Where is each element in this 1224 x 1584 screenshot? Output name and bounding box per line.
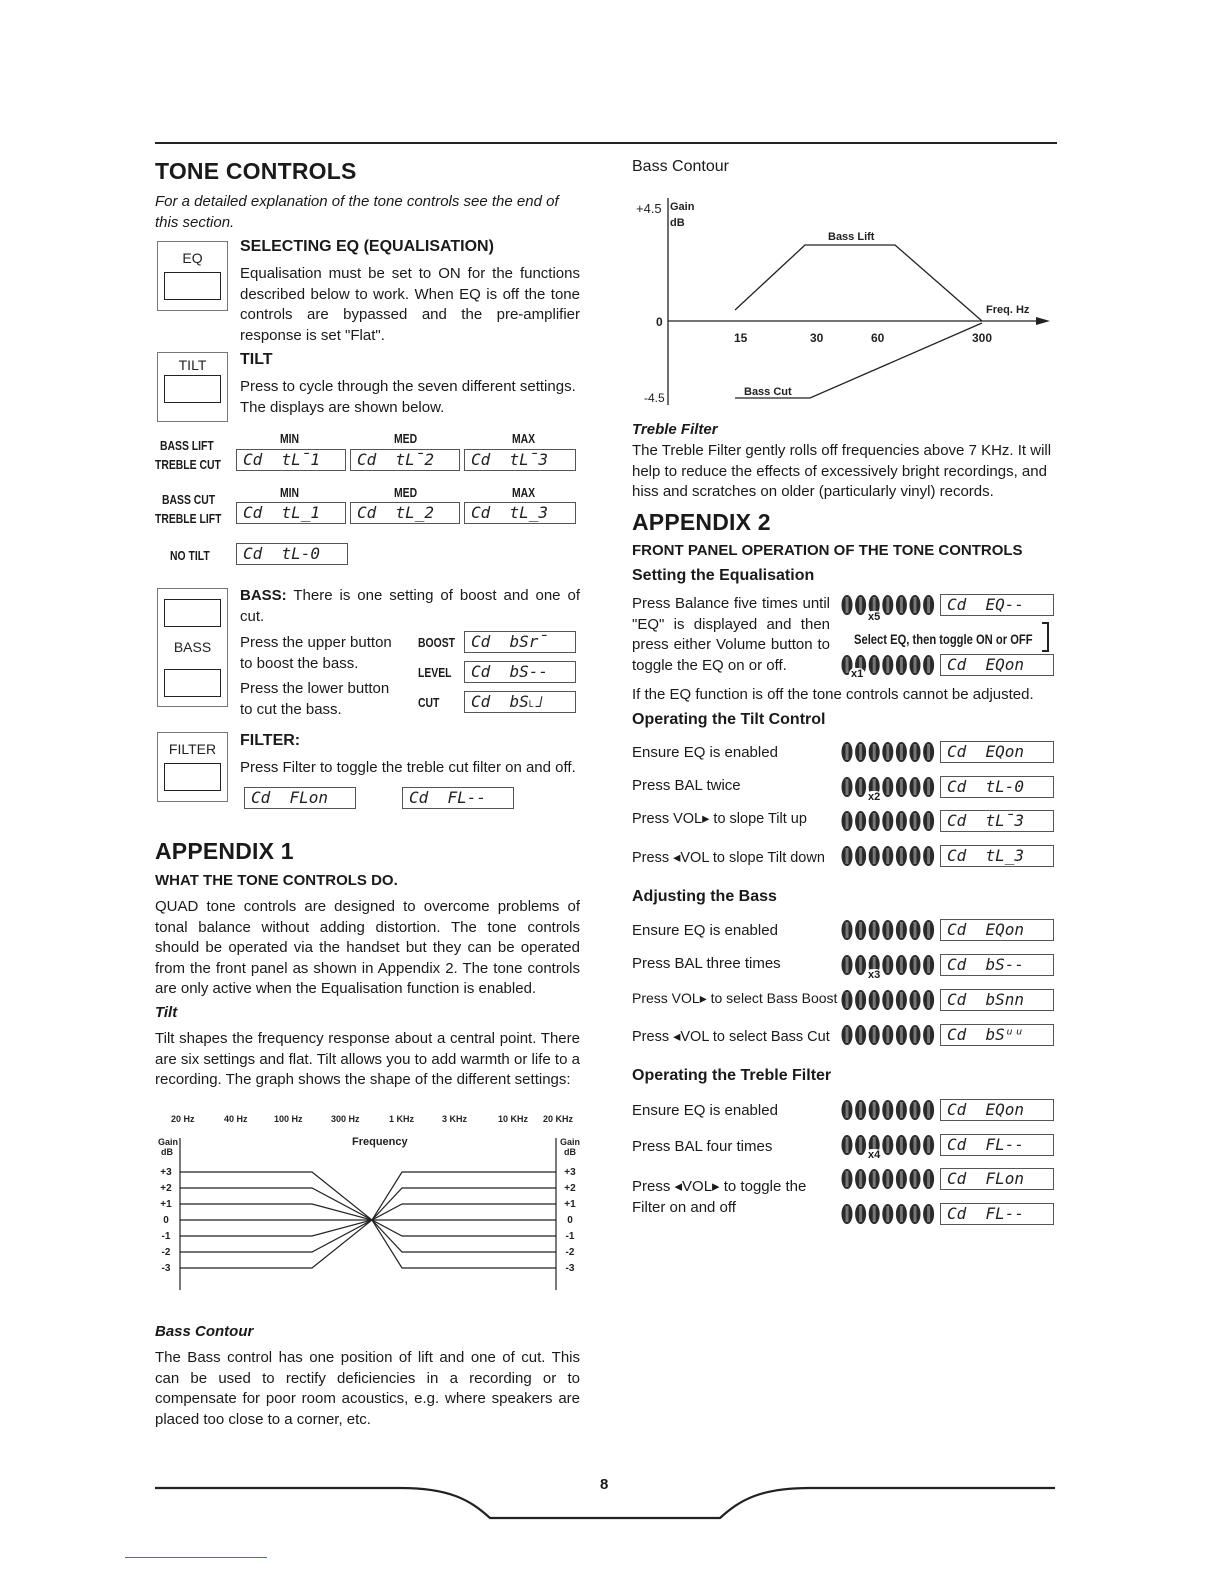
- gain-tick-l-0: 0: [163, 1215, 169, 1226]
- bc-gain-label: Gain: [670, 201, 695, 213]
- front-panel-knobs-bass-1: [840, 919, 936, 945]
- gain-tick-l-p2: +2: [160, 1183, 172, 1194]
- bass-contour-chart: [630, 190, 1060, 415]
- panel-knob-highlight: [873, 848, 876, 864]
- panel-knob-highlight: [859, 813, 862, 829]
- appendix1-text: QUAD tone controls are designed to overcome problems of tonal balance without adding distortion. The tone controls should be operated via the handset but they can be operated from the front panel as shown in Appendix 2. The tone controls are only active when the Equalisation function is enabled.: [155, 898, 580, 997]
- gain-tick-r-0: 0: [567, 1215, 573, 1226]
- panel-knob-highlight: [873, 744, 876, 760]
- front-panel-knobs-tilt-2: [840, 776, 936, 802]
- front-panel-knobs-treble-3: [840, 1168, 936, 1194]
- treble-filter-heading: Treble Filter: [632, 421, 718, 438]
- panel-knob-highlight: [900, 922, 903, 938]
- panel-knob-highlight: [900, 957, 903, 973]
- panel-knob-highlight: [914, 848, 917, 864]
- badge-x5: x5: [868, 611, 881, 623]
- panel-knob-highlight: [846, 813, 849, 829]
- panel-knob-highlight: [846, 744, 849, 760]
- eq-button-key: [164, 272, 221, 300]
- lcd-tilt-step-2: Cd tL-0: [940, 776, 1054, 798]
- gain-tick-l-p3: +3: [160, 1167, 172, 1178]
- bass-step-3-text: Press VOL▸ to select Bass Boost: [632, 990, 838, 1006]
- panel-knob-highlight: [886, 1102, 889, 1118]
- panel-knob-highlight: [914, 1102, 917, 1118]
- badge-x1: x1: [851, 668, 864, 680]
- panel-knob-highlight: [846, 779, 849, 795]
- bc-gain-unit: dB: [670, 217, 685, 229]
- tilt-row2-label-b: TREBLE LIFT: [155, 511, 222, 526]
- lcd-filter-on: Cd FLon: [244, 787, 356, 809]
- front-panel-knobs-bass-4: [840, 1024, 936, 1050]
- panel-knob-highlight: [927, 992, 930, 1008]
- panel-knob-highlight: [873, 657, 876, 673]
- page-number: 8: [600, 1476, 609, 1493]
- bc-y-bottom: -4.5: [644, 391, 665, 405]
- freq-tick-1khz: 1 KHz: [389, 1114, 415, 1124]
- bc-x-30: 30: [810, 331, 824, 345]
- panel-knob-highlight: [886, 1206, 889, 1222]
- appendix1-subtitle: WHAT THE TONE CONTROLS DO.: [155, 872, 398, 889]
- treble-filter-text: The Treble Filter gently rolls off frequencies above 7 KHz. It will help to reduce the effects of excessively bright recordings, and hiss and scratches on older (particularly vinyl) records.: [632, 442, 1052, 500]
- freq-tick-40hz: 40 Hz: [224, 1114, 248, 1124]
- front-panel-knobs-tilt-4: [840, 845, 936, 871]
- panel-knob-highlight: [873, 813, 876, 829]
- bc-y-top: +4.5: [636, 201, 662, 216]
- eq-heading: SELECTING EQ (EQUALISATION): [240, 238, 494, 255]
- front-panel-knobs-treble-4: [840, 1203, 936, 1229]
- lcd-tilt-step-1: Cd EQon: [940, 741, 1054, 763]
- appendix1-title: APPENDIX 1: [155, 838, 294, 864]
- tilt-col-min: MIN: [280, 431, 300, 446]
- lcd-treble-step-4: Cd FL--: [940, 1203, 1054, 1225]
- lcd-treble-step-2: Cd FL--: [940, 1134, 1054, 1156]
- tilt-row1-label-b: TREBLE CUT: [155, 457, 221, 472]
- panel-knob-highlight: [914, 1206, 917, 1222]
- appendix2-eq-footer: If the EQ function is off the tone controls cannot be adjusted.: [632, 686, 1034, 703]
- lcd-tilt-bass-cut-min: Cd tL_1: [236, 502, 346, 524]
- lcd-bass-cut: Cd bS˪˩: [464, 691, 576, 713]
- tilt-text: Press to cycle through the seven different settings. The displays are shown below.: [240, 378, 576, 416]
- panel-knob-highlight: [900, 657, 903, 673]
- appendix2-treble-heading: Operating the Treble Filter: [632, 1067, 832, 1084]
- panel-knob-highlight: [846, 657, 849, 673]
- lcd-bass-level: Cd bS--: [464, 661, 576, 683]
- panel-knob-highlight: [900, 779, 903, 795]
- filter-button-key: [164, 763, 221, 791]
- filter-text: Press Filter to toggle the treble cut filter on and off.: [240, 759, 576, 776]
- frequency-axis-title: Frequency: [352, 1136, 408, 1148]
- appendix2-eq-heading: Setting the Equalisation: [632, 567, 815, 584]
- eq-text: Equalisation must be set to ON for the functions described below to work. When EQ is off the tone controls are bypassed and the pre-amplifier response is set "Flat".: [240, 265, 580, 344]
- panel-knob-highlight: [873, 922, 876, 938]
- appendix2-title: APPENDIX 2: [632, 509, 771, 535]
- bass-step-4-text: Press ◂VOL to select Bass Cut: [632, 1029, 830, 1045]
- panel-knob-highlight: [846, 1137, 849, 1153]
- bc-x-15: 15: [734, 331, 748, 345]
- tilt-frequency-chart: [150, 1110, 590, 1295]
- treble-step-1-text: Ensure EQ is enabled: [632, 1102, 778, 1119]
- gain-label-right: Gain: [560, 1137, 581, 1147]
- panel-knob-highlight: [859, 992, 862, 1008]
- panel-knob-highlight: [886, 992, 889, 1008]
- lcd-eq-select: Cd EQ--: [940, 594, 1054, 616]
- bass-cut-label: CUT: [418, 695, 440, 710]
- panel-knob-highlight: [900, 1206, 903, 1222]
- panel-knob-highlight: [914, 779, 917, 795]
- panel-knob-highlight: [859, 1102, 862, 1118]
- panel-knob-highlight: [914, 1171, 917, 1187]
- lcd-tilt-bass-lift-max: Cd tL¯3: [464, 449, 576, 471]
- lcd-bass-step-4: Cd bSᵘᵘ: [940, 1024, 1054, 1046]
- panel-knob-highlight: [846, 992, 849, 1008]
- lcd-treble-step-1: Cd EQon: [940, 1099, 1054, 1121]
- bass-upper-key[interactable]: [164, 599, 221, 627]
- bass-contour-heading: Bass Contour: [155, 1323, 254, 1340]
- panel-knob-highlight: [886, 957, 889, 973]
- panel-knob-highlight: [914, 922, 917, 938]
- panel-knob-highlight: [927, 657, 930, 673]
- panel-knob-highlight: [927, 1027, 930, 1043]
- tilt-row1-label-a: BASS LIFT: [160, 438, 214, 453]
- treble-step-3-text: Press ◂VOL▸ to toggle the Filter on and off: [632, 1178, 807, 1216]
- panel-knob-highlight: [927, 922, 930, 938]
- bass-intro: [240, 586, 580, 627]
- bass-contour-chart-heading: Bass Contour: [632, 158, 729, 175]
- panel-knob-highlight: [900, 848, 903, 864]
- gain-tick-r-m3: -3: [565, 1263, 575, 1274]
- panel-knob-highlight: [859, 1206, 862, 1222]
- appendix2-bass-heading: Adjusting the Bass: [632, 888, 777, 905]
- panel-knob-highlight: [873, 1027, 876, 1043]
- panel-knob-highlight: [914, 1027, 917, 1043]
- filter-button-label: FILTER: [168, 741, 217, 757]
- panel-knob-highlight: [859, 597, 862, 613]
- gain-tick-l-m2: -2: [161, 1247, 171, 1258]
- freq-tick-100hz: 100 Hz: [274, 1114, 303, 1124]
- lcd-tilt-bass-lift-med: Cd tL¯2: [350, 449, 460, 471]
- bc-x-300: 300: [972, 331, 993, 345]
- panel-knob-highlight: [873, 992, 876, 1008]
- panel-knob-highlight: [873, 1102, 876, 1118]
- eq-bracket: [1042, 622, 1049, 652]
- tilt-col-min-2: MIN: [280, 485, 300, 500]
- front-panel-knobs-treble-2: [840, 1134, 936, 1160]
- appendix2-eq-text: Press Balance five times until "EQ" is displayed and then press either Volume button to toggle the EQ on or off.: [632, 595, 830, 674]
- bass-lower-key[interactable]: [164, 669, 221, 697]
- panel-knob-highlight: [859, 1171, 862, 1187]
- panel-knob-highlight: [900, 1171, 903, 1187]
- bass-lower-text: Press the lower button to cut the bass.: [240, 680, 390, 718]
- treble-step-2-text: Press BAL four times: [632, 1138, 773, 1155]
- eq-select-note: Select EQ, then toggle ON or OFF: [854, 631, 1033, 647]
- front-panel-knobs-tilt-1: [840, 741, 936, 767]
- appendix2-tilt-heading: Operating the Tilt Control: [632, 711, 826, 728]
- tilt-row3-label: NO TILT: [170, 548, 210, 563]
- gain-unit-left: dB: [161, 1147, 173, 1157]
- filter-heading: FILTER:: [240, 732, 301, 749]
- tilt-step-4-text: Press ◂VOL to slope Tilt down: [632, 850, 825, 866]
- gain-tick-r-m2: -2: [565, 1247, 575, 1258]
- panel-knob-highlight: [886, 744, 889, 760]
- panel-knob-highlight: [927, 779, 930, 795]
- eq-button[interactable]: [157, 241, 228, 311]
- gain-tick-r-p3: +3: [564, 1167, 576, 1178]
- panel-knob-highlight: [927, 1206, 930, 1222]
- panel-knob-highlight: [900, 744, 903, 760]
- lcd-bass-step-2: Cd bS--: [940, 954, 1054, 976]
- panel-knob-highlight: [859, 1027, 862, 1043]
- tilt-heading: TILT: [240, 351, 273, 368]
- panel-knob-highlight: [886, 597, 889, 613]
- panel-knob-highlight: [859, 922, 862, 938]
- panel-knob-highlight: [846, 848, 849, 864]
- panel-knob-highlight: [914, 744, 917, 760]
- panel-knob-highlight: [859, 957, 862, 973]
- tilt-button[interactable]: [157, 352, 228, 422]
- front-panel-knobs-treble-1: [840, 1099, 936, 1125]
- panel-knob-highlight: [927, 1102, 930, 1118]
- panel-knob-highlight: [886, 1137, 889, 1153]
- lcd-bass-boost: Cd bSr¯: [464, 631, 576, 653]
- panel-knob-highlight: [859, 848, 862, 864]
- appendix2-subtitle: FRONT PANEL OPERATION OF THE TONE CONTROLS: [632, 542, 1023, 559]
- lcd-bass-step-3: Cd bSnn: [940, 989, 1054, 1011]
- tilt-col-med-2: MED: [394, 485, 418, 500]
- gain-tick-l-m3: -3: [161, 1263, 171, 1274]
- tilt-step-2-text: Press BAL twice: [632, 777, 741, 794]
- bass-heading: BASS:: [240, 587, 287, 604]
- bass-button-label: BASS: [173, 639, 212, 655]
- eq-button-label: EQ: [182, 250, 203, 266]
- bass-button[interactable]: [157, 588, 228, 707]
- front-panel-knobs-eq-1: [840, 594, 936, 620]
- gain-unit-right: dB: [564, 1147, 576, 1157]
- panel-knob-highlight: [927, 813, 930, 829]
- bass-step-1-text: Ensure EQ is enabled: [632, 922, 778, 939]
- bass-upper-text: Press the upper button to boost the bass.: [240, 634, 392, 672]
- badge-x3: x3: [868, 969, 881, 981]
- panel-knob-highlight: [859, 744, 862, 760]
- bc-freq-label: Freq. Hz: [986, 304, 1030, 316]
- bottom-link-rule: [125, 1557, 267, 1558]
- tilt-col-max-2: MAX: [512, 485, 536, 500]
- panel-knob-highlight: [914, 1137, 917, 1153]
- panel-knob-highlight: [900, 1102, 903, 1118]
- lcd-tilt-bass-lift-min: Cd tL¯1: [236, 449, 346, 471]
- panel-knob-highlight: [846, 1102, 849, 1118]
- panel-knob-highlight: [886, 779, 889, 795]
- panel-knob-highlight: [886, 1171, 889, 1187]
- bass-text: There is one setting of boost and one of cut.: [240, 587, 580, 625]
- bc-lift-label: Bass Lift: [828, 231, 875, 243]
- panel-knob-highlight: [859, 779, 862, 795]
- lcd-eq-on: Cd EQon: [940, 654, 1054, 676]
- lcd-treble-step-3: Cd FLon: [940, 1168, 1054, 1190]
- panel-knob-highlight: [873, 1206, 876, 1222]
- panel-knob-highlight: [846, 1027, 849, 1043]
- footer-rule: [150, 1480, 1060, 1525]
- bass-boost-label: BOOST: [418, 635, 455, 650]
- badge-x4: x4: [868, 1149, 881, 1161]
- filter-button[interactable]: [157, 732, 228, 802]
- tone-controls-intro: For a detailed explanation of the tone controls see the end of this section.: [155, 193, 559, 231]
- bc-y-zero: 0: [656, 315, 663, 329]
- panel-knob-highlight: [900, 597, 903, 613]
- gain-tick-r-p1: +1: [564, 1199, 576, 1210]
- panel-knob-highlight: [846, 1171, 849, 1187]
- tilt-step-1-text: Ensure EQ is enabled: [632, 744, 778, 761]
- tilt-step-3-text: Press VOL▸ to slope Tilt up: [632, 811, 807, 827]
- lcd-bass-step-1: Cd EQon: [940, 919, 1054, 941]
- tilt-button-label: TILT: [178, 357, 207, 373]
- lcd-tilt-step-4: Cd tL_3: [940, 845, 1054, 867]
- bass-step-2-text: Press BAL three times: [632, 955, 781, 972]
- panel-knob-highlight: [914, 957, 917, 973]
- tilt-col-max: MAX: [512, 431, 536, 446]
- panel-knob-highlight: [927, 848, 930, 864]
- panel-knob-highlight: [846, 597, 849, 613]
- gain-tick-r-m1: -1: [565, 1231, 575, 1242]
- freq-tick-300hz: 300 Hz: [331, 1114, 360, 1124]
- front-panel-knobs-bass-3: [840, 989, 936, 1015]
- panel-knob-highlight: [927, 957, 930, 973]
- panel-knob-highlight: [914, 657, 917, 673]
- gain-label-left: Gain: [158, 1137, 179, 1147]
- panel-knob-highlight: [846, 1206, 849, 1222]
- panel-knob-highlight: [873, 1171, 876, 1187]
- panel-knob-highlight: [846, 922, 849, 938]
- freq-tick-20hz: 20 Hz: [171, 1114, 195, 1124]
- panel-knob-highlight: [927, 1171, 930, 1187]
- panel-knob-highlight: [900, 1137, 903, 1153]
- panel-knob-highlight: [927, 744, 930, 760]
- freq-tick-10khz: 10 KHz: [498, 1114, 529, 1124]
- panel-knob-highlight: [900, 992, 903, 1008]
- freq-tick-3khz: 3 KHz: [442, 1114, 468, 1124]
- front-panel-knobs-bass-2: [840, 954, 936, 980]
- appendix1-tilt-text: Tilt shapes the frequency response about a central point. There are six settings and flat. Tilt allows you to add warmth or life to a recording. The graph shows the shape of the different settings:: [155, 1030, 580, 1088]
- tilt-col-med: MED: [394, 431, 418, 446]
- front-panel-knobs-tilt-3: [840, 810, 936, 836]
- bc-cut-label: Bass Cut: [744, 386, 792, 398]
- lcd-tilt-step-3: Cd tL¯3: [940, 810, 1054, 832]
- gain-tick-l-p1: +1: [160, 1199, 172, 1210]
- panel-knob-highlight: [886, 848, 889, 864]
- panel-knob-highlight: [886, 813, 889, 829]
- tilt-button-key: [164, 375, 221, 403]
- top-rule: [155, 142, 1057, 144]
- tilt-row2-label-a: BASS CUT: [162, 492, 216, 507]
- panel-knob-highlight: [886, 922, 889, 938]
- gain-tick-l-m1: -1: [161, 1231, 171, 1242]
- tone-controls-title: TONE CONTROLS: [155, 158, 357, 184]
- panel-knob-highlight: [900, 1027, 903, 1043]
- panel-knob-highlight: [927, 1137, 930, 1153]
- badge-x2: x2: [868, 791, 881, 803]
- appendix1-tilt-heading: Tilt: [155, 1004, 178, 1021]
- lcd-filter-off: Cd FL--: [402, 787, 514, 809]
- bass-contour-text: The Bass control has one position of lift and one of cut. This can be used to rectify deficiencies in a recording or to compensate for poor room acoustics, e.g. where speakers are placed too close to a corner, etc.: [155, 1349, 580, 1428]
- lcd-tilt-none: Cd tL-0: [236, 543, 348, 565]
- gain-tick-r-p2: +2: [564, 1183, 576, 1194]
- panel-knob-highlight: [886, 657, 889, 673]
- panel-knob-highlight: [859, 1137, 862, 1153]
- panel-knob-highlight: [914, 813, 917, 829]
- lcd-tilt-bass-cut-med: Cd tL_2: [350, 502, 460, 524]
- panel-knob-highlight: [900, 813, 903, 829]
- panel-knob-highlight: [914, 992, 917, 1008]
- bc-x-60: 60: [871, 331, 885, 345]
- panel-knob-highlight: [886, 1027, 889, 1043]
- lcd-tilt-bass-cut-max: Cd tL_3: [464, 502, 576, 524]
- bass-level-label: LEVEL: [418, 665, 452, 680]
- panel-knob-highlight: [914, 597, 917, 613]
- panel-knob-highlight: [846, 957, 849, 973]
- freq-tick-20khz: 20 KHz: [543, 1114, 574, 1124]
- panel-knob-highlight: [927, 597, 930, 613]
